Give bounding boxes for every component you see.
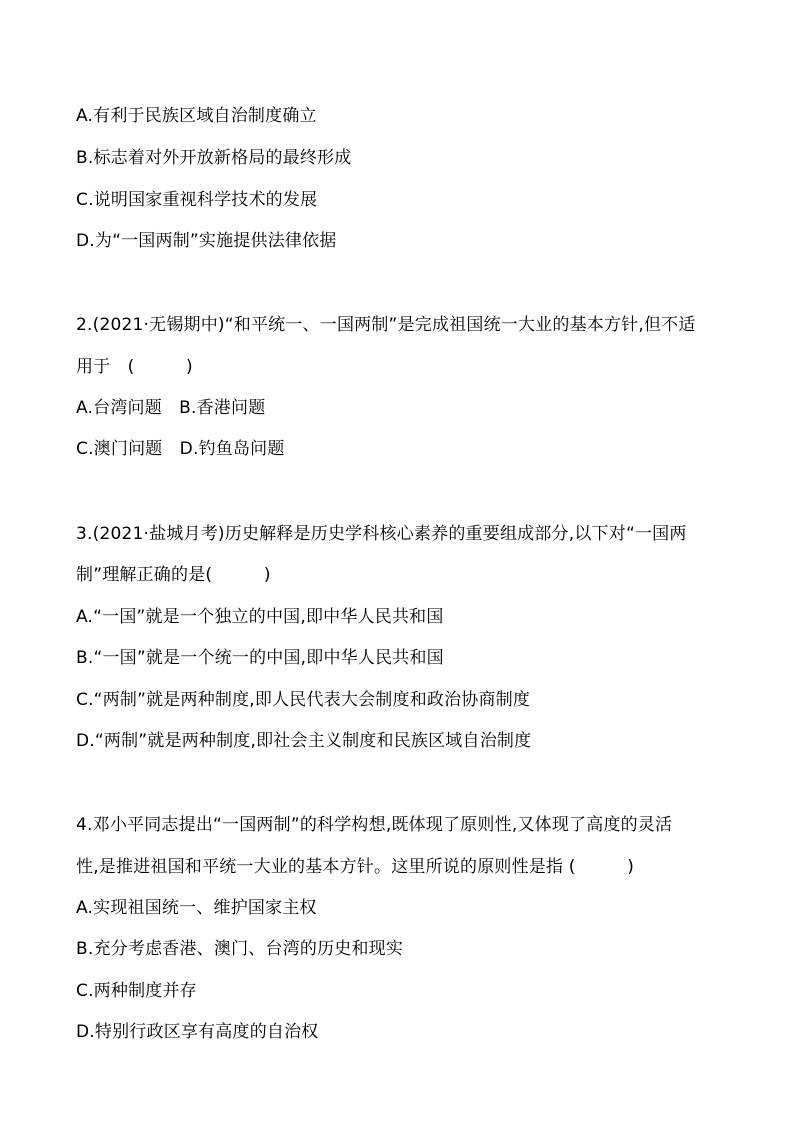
prev-option-c: C.说明国家重视科学技术的发展: [76, 190, 318, 210]
q4-option-a: A.实现祖国统一、维护国家主权: [76, 898, 317, 918]
q4-stem-line1: 4.邓小平同志提出“一国两制”的科学构想,既体现了原则性,又体现了高度的灵活: [76, 815, 673, 835]
q3-stem-line2: 制”理解正确的是( ): [76, 565, 271, 585]
q4-option-d: D.特别行政区享有高度的自治权: [76, 1022, 319, 1042]
q3-option-b: B.“一国”就是一个统一的中国,即中华人民共和国: [76, 648, 444, 668]
q2-stem-line2: 用于 ( ): [76, 357, 193, 377]
q3-option-d: D.“两制”就是两种制度,即社会主义制度和民族区域自治制度: [76, 731, 532, 751]
q2-options-line1: A.台湾问题 B.香港问题: [76, 398, 266, 418]
q3-stem-line1: 3.(2021·盐城月考)历史解释是历史学科核心素养的重要组成部分,以下对“一国两: [76, 524, 687, 544]
prev-option-d: D.为“一国两制”实施提供法律依据: [76, 231, 337, 251]
q2-stem-line1: 2.(2021·无锡期中)“和平统一、一国两制”是完成祖国统一大业的基本方针,但不适: [76, 315, 696, 335]
prev-option-a: A.有利于民族区域自治制度确立: [76, 106, 317, 126]
q3-option-c: C.“两制”就是两种制度,即人民代表大会制度和政治协商制度: [76, 690, 531, 710]
q4-stem-line2: 性,是推进祖国和平统一大业的基本方针。这里所说的原则性是指 ( ): [76, 857, 635, 877]
prev-option-b: B.标志着对外开放新格局的最终形成: [76, 148, 352, 168]
q3-option-a: A.“一国”就是一个独立的中国,即中华人民共和国: [76, 607, 444, 627]
q2-options-line2: C.澳门问题 D.钓鱼岛问题: [76, 439, 285, 459]
q4-option-b: B.充分考虑香港、澳门、台湾的历史和现实: [76, 939, 404, 959]
q4-option-c: C.两种制度并存: [76, 981, 197, 1001]
